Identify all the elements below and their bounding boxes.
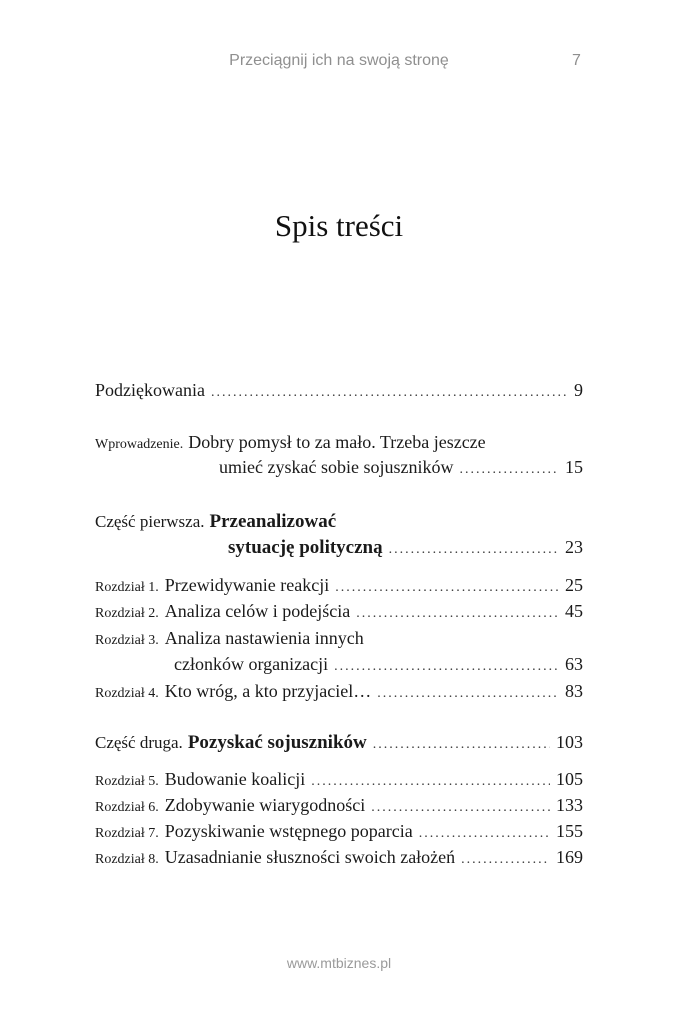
dot-leader xyxy=(211,385,568,401)
toc-entry-title-line2: członków organizacji xyxy=(174,654,329,674)
dot-leader xyxy=(335,580,559,596)
toc-entry-title-line1: Analiza nastawienia innych xyxy=(164,628,364,648)
toc-entry-title: Budowanie koalicji xyxy=(164,769,306,789)
footer-website-url[interactable]: www.mtbiznes.pl xyxy=(286,955,392,971)
toc-entry-title-line2: umieć zyskać sobie sojuszników xyxy=(219,457,454,477)
toc-entry-chapter-4[interactable] xyxy=(95,681,583,702)
toc-entry-chapter-5[interactable] xyxy=(95,769,583,790)
toc-entry-prefix: Rozdział 8. xyxy=(95,852,159,867)
toc-entry-page: 83 xyxy=(565,681,583,701)
toc-entry-prefix: Rozdział 4. xyxy=(95,686,159,701)
toc-entry-prefix: Część druga. xyxy=(95,733,183,752)
toc-entry-chapter-6[interactable] xyxy=(95,795,583,816)
toc-entry-title: Pozyskiwanie wstępnego poparcia xyxy=(164,821,413,841)
dot-leader xyxy=(459,462,559,478)
toc-entry-prefix: Rozdział 5. xyxy=(95,774,159,789)
toc-entry-page: 15 xyxy=(565,457,583,477)
toc-entry-title-line2: sytuację polityczną xyxy=(228,537,383,558)
toc-entry-prefix: Rozdział 7. xyxy=(95,826,159,841)
toc-entry-title: Zdobywanie wiarygodności xyxy=(164,795,366,815)
toc-entry-page: 23 xyxy=(565,537,583,557)
toc-entry-title-line1: Przeanalizować xyxy=(209,511,337,532)
toc-entry-title: Uzasadnianie słuszności swoich założeń xyxy=(164,847,456,867)
toc-title: Spis treści xyxy=(274,208,404,243)
toc-entry-page: 155 xyxy=(556,821,583,841)
dot-leader xyxy=(373,737,550,753)
dot-leader xyxy=(419,826,550,842)
toc-entry-chapter-2[interactable] xyxy=(95,601,583,622)
dot-leader xyxy=(461,852,550,868)
toc-entry-prefix: Rozdział 2. xyxy=(95,606,159,621)
toc-entry-page: 9 xyxy=(574,380,583,400)
toc-entry-prefix: Rozdział 3. xyxy=(95,633,159,648)
toc-entry-page: 169 xyxy=(556,847,583,867)
toc-entry-title: Pozyskać sojuszników xyxy=(187,732,367,753)
running-header-page-number: 7 xyxy=(572,52,581,69)
toc-entry-title: Podziękowania xyxy=(95,380,205,400)
running-header-title: Przeciągnij ich na swoją stronę xyxy=(229,52,449,69)
toc-entry-introduction[interactable] xyxy=(95,432,583,478)
toc-entry-chapter-1[interactable] xyxy=(95,575,583,596)
toc-entry-title-line1: Dobry pomysł to za mało. Trzeba jeszcze xyxy=(188,432,486,452)
toc-entry-page: 133 xyxy=(556,795,583,815)
dot-leader xyxy=(334,659,559,675)
toc-entry-page: 45 xyxy=(565,601,583,621)
toc-entry-prefix: Wprowadzenie. xyxy=(95,437,184,452)
toc-entry-part-2[interactable] xyxy=(95,732,583,754)
toc-entry-title: Kto wróg, a kto przyjaciel… xyxy=(164,681,372,701)
dot-leader xyxy=(371,800,550,816)
toc-entry-title: Przewidywanie reakcji xyxy=(164,575,330,595)
toc-entry-page: 25 xyxy=(565,575,583,595)
toc-entry-title: Analiza celów i podejścia xyxy=(164,601,351,621)
toc-entry-chapter-3[interactable] xyxy=(95,628,583,675)
toc-entry-chapter-7[interactable] xyxy=(95,821,583,842)
toc-entry-chapter-8[interactable] xyxy=(95,847,583,868)
toc-entry-prefix: Rozdział 1. xyxy=(95,580,159,595)
dot-leader xyxy=(311,774,550,790)
dot-leader xyxy=(377,686,559,702)
toc-entry-prefix: Część pierwsza. xyxy=(95,512,205,531)
toc-entry-page: 105 xyxy=(556,769,583,789)
toc-entry-acknowledgments[interactable] xyxy=(95,380,583,401)
toc-entry-page: 63 xyxy=(565,654,583,674)
dot-leader xyxy=(389,542,559,558)
toc-entry-prefix: Rozdział 6. xyxy=(95,800,159,815)
dot-leader xyxy=(356,606,559,622)
toc-entry-part-1[interactable] xyxy=(95,511,583,559)
toc-entry-page: 103 xyxy=(556,732,583,752)
